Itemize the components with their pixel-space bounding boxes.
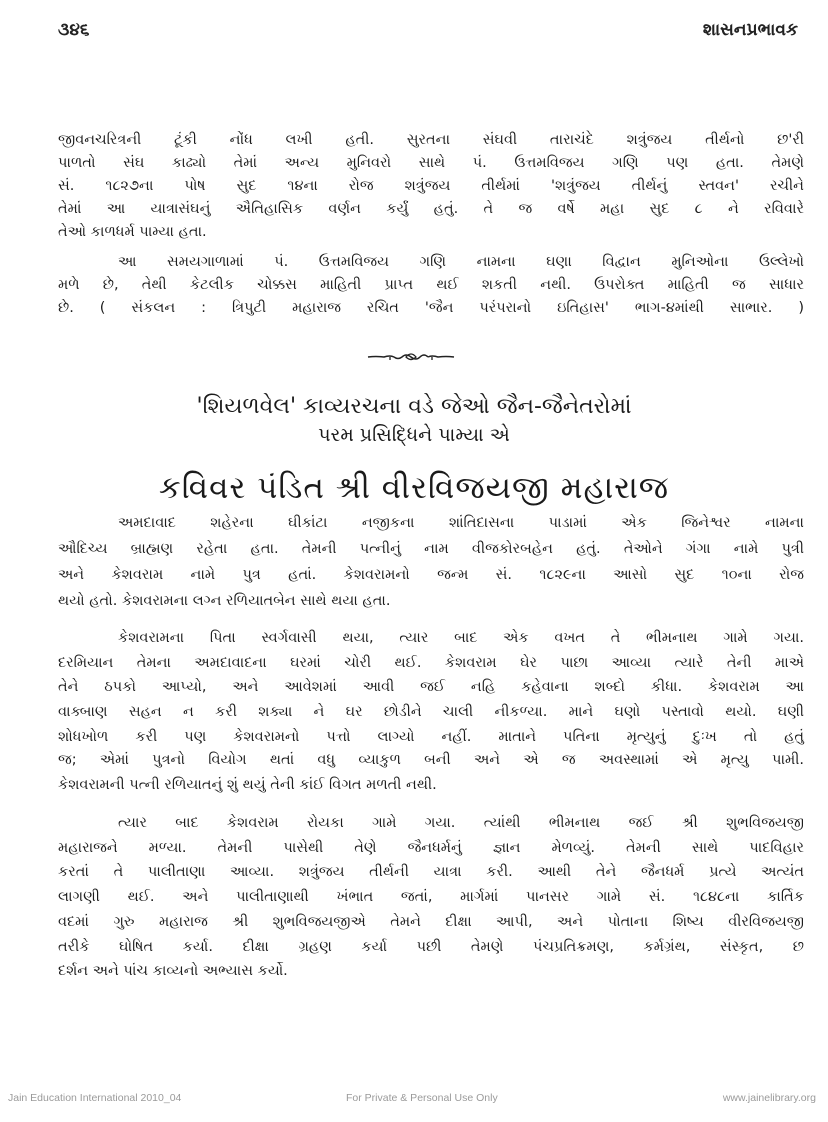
text-line: વાક્બાણ સહન ન કરી શક્યા ને ઘર છોડીને ચાલી નીકળ્યા. માને ઘણો પસ્તાવો થયો. ઘણી xyxy=(58,704,804,720)
text-line: કરતાં તે પાલીતાણા આવ્યા. શત્રુંજય તીર્થની યાત્રા કરી. આથી તેને જૈનધર્મ પ્રત્યે અત્યંત xyxy=(58,864,804,880)
text-line: લાગણી થઈ. અને પાલીતાણાથી ખંભાત જતાં, માર્ગમાં પાનસર ગામે સં. ૧૮૪૮ના કાર્તિક xyxy=(58,889,804,905)
text-line: પાળતો સંઘ કાઢ્યો તેમાં અન્ય મુનિવરો સાથે પં. ઉત્તમવિજય ગણિ પણ હતા. તેમણે xyxy=(58,155,804,171)
text-line: શોધખોળ કરી પણ કેશવરામનો પત્તો લાગ્યો નહીં. માતાને પતિના મૃત્યુનું દુઃખ તો હતું xyxy=(58,729,804,745)
text-line: ત્યાર બાદ કેશવરામ રોયકા ગામે ગયા. ત્યાંથી ભીમનાથ જઈ શ્રી શુભવિજયજી xyxy=(118,815,804,831)
text-line: થયો હતો. કેશવરામના લગ્ન રળિયાતબેન સાથે થયા હતા. xyxy=(58,593,391,609)
text-line: તરીકે ઘોષિત કર્યા. દીક્ષા ગ્રહણ કર્યા પછી તેમણે પંચપ્રતિક્રમણ, કર્મગ્રંથ, સંસ્કૃત, છ xyxy=(58,939,804,955)
footer-usage-notice: For Private & Personal Use Only xyxy=(346,1092,498,1104)
page-number: ૩૪૬ xyxy=(58,20,90,40)
footer-publisher: Jain Education International 2010_04 xyxy=(8,1092,182,1104)
text-line: સં. ૧૮૨૭ના પોષ સુદ ૧૪ના રોજ શત્રુંજય તીર્થમાં 'શત્રુંજય તીર્થનું સ્તવન' રચીને xyxy=(58,178,804,194)
article-title: કવિવર પંડિત શ્રી વીરવિજયજી મહારાજ xyxy=(158,470,670,506)
text-line: તેઓ કાળધર્મ પામ્યા હતા. xyxy=(58,224,207,240)
text-line: દરમિયાન તેમના અમદાવાદના ઘરમાં ચોરી થઈ. કેશવરામ ઘેર પાછા આવ્યા ત્યારે તેની માએ xyxy=(58,655,804,671)
text-line: દર્શન અને પાંચ કાવ્યનો અભ્યાસ કર્યો. xyxy=(58,963,288,979)
text-line: અમદાવાદ શહેરના ઘીકાંટા નજીકના શાંતિદાસના પાડામાં એક જિનેશ્વર નામના xyxy=(118,515,804,531)
article-subtitle-line2: પરમ પ્રસિદ્ધિને પામ્યા એ xyxy=(318,424,510,446)
text-line: વદમાં ગુરુ મહારાજ શ્રી શુભવિજયજીએ તેમને દીક્ષા આપી, અને પોતાના શિષ્ય વીરવિજયજી xyxy=(58,914,804,930)
text-line: કેશવરામના પિતા સ્વર્ગવાસી થયા, ત્યાર બાદ એક વખત તે ભીમનાથ ગામે ગયા. xyxy=(118,630,804,646)
text-line: તેમાં આ યાત્રાસંઘનું ઐતિહાસિક વર્ણન કર્યું હતું. તે જ વર્ષે મહા સુદ ૮ ને રવિવારે xyxy=(58,201,804,217)
running-title: શાસનપ્રભાવક xyxy=(702,20,798,40)
text-line: અને કેશવરામ નામે પુત્ર હતાં. કેશવરામનો જન્મ સં. ૧૮૨૯ના આસો સુદ ૧૦ના રોજ xyxy=(58,567,804,583)
text-line: મળે છે, તેથી કેટલીક ચોક્કસ માહિતી પ્રાપ્ત થઈ શકતી નથી. ઉપરોક્ત માહિતી જ સાધાર xyxy=(58,277,804,293)
text-line: જ; એમાં પુત્રનો વિયોગ થતાં વધુ વ્યાકુળ બની અને એ જ અવસ્થામાં એ મૃત્યુ પામી. xyxy=(58,752,804,768)
article-subtitle-line1: 'શિયળવેલ' કાવ્યરચના વડે જેઓ જૈન-જૈનેતરોમાં xyxy=(196,394,632,419)
text-line: જીવનચરિત્રની ટૂંકી નોંધ લખી હતી. સુરતના સંઘવી તારાચંદે શત્રુંજય તીર્થનો છ'રી xyxy=(58,132,804,148)
footer-website-link[interactable]: www.jainelibrary.org xyxy=(722,1092,816,1104)
text-line: છે. ( સંકલન : ત્રિપુટી મહારાજ રચિત 'જૈન પરંપરાનો ઇતિહાસ' ભાગ-૪માંથી સાભાર. ) xyxy=(58,300,804,316)
text-line: ઔદિચ્ય બ્રાહ્મણ રહેતા હતા. તેમની પત્નીનું નામ વીજકોરબહેન હતું. તેઓને ગંગા નામે પુત્રી xyxy=(58,541,804,557)
text-line: તેને ઠપકો આપ્યો, અને આવેશમાં આવી જઈ નહિ કહેવાના શબ્દો કીધા. કેશવરામ આ xyxy=(58,679,804,695)
text-line: કેશવરામની પત્ની રળિયાતનું શું થયું તેની કાંઈ વિગત મળતી નથી. xyxy=(58,777,437,793)
text-line: મહારાજને મળ્યા. તેમની પાસેથી તેણે જૈનધર્મનું જ્ઞાન મેળવ્યું. તેમની સાથે પાદવિહાર xyxy=(58,840,804,856)
ornamental-divider-icon xyxy=(366,348,456,364)
text-line: આ સમયગાળામાં પં. ઉત્તમવિજય ગણિ નામના ઘણા વિદ્વાન મુનિઓના ઉલ્લેખો xyxy=(118,254,804,270)
